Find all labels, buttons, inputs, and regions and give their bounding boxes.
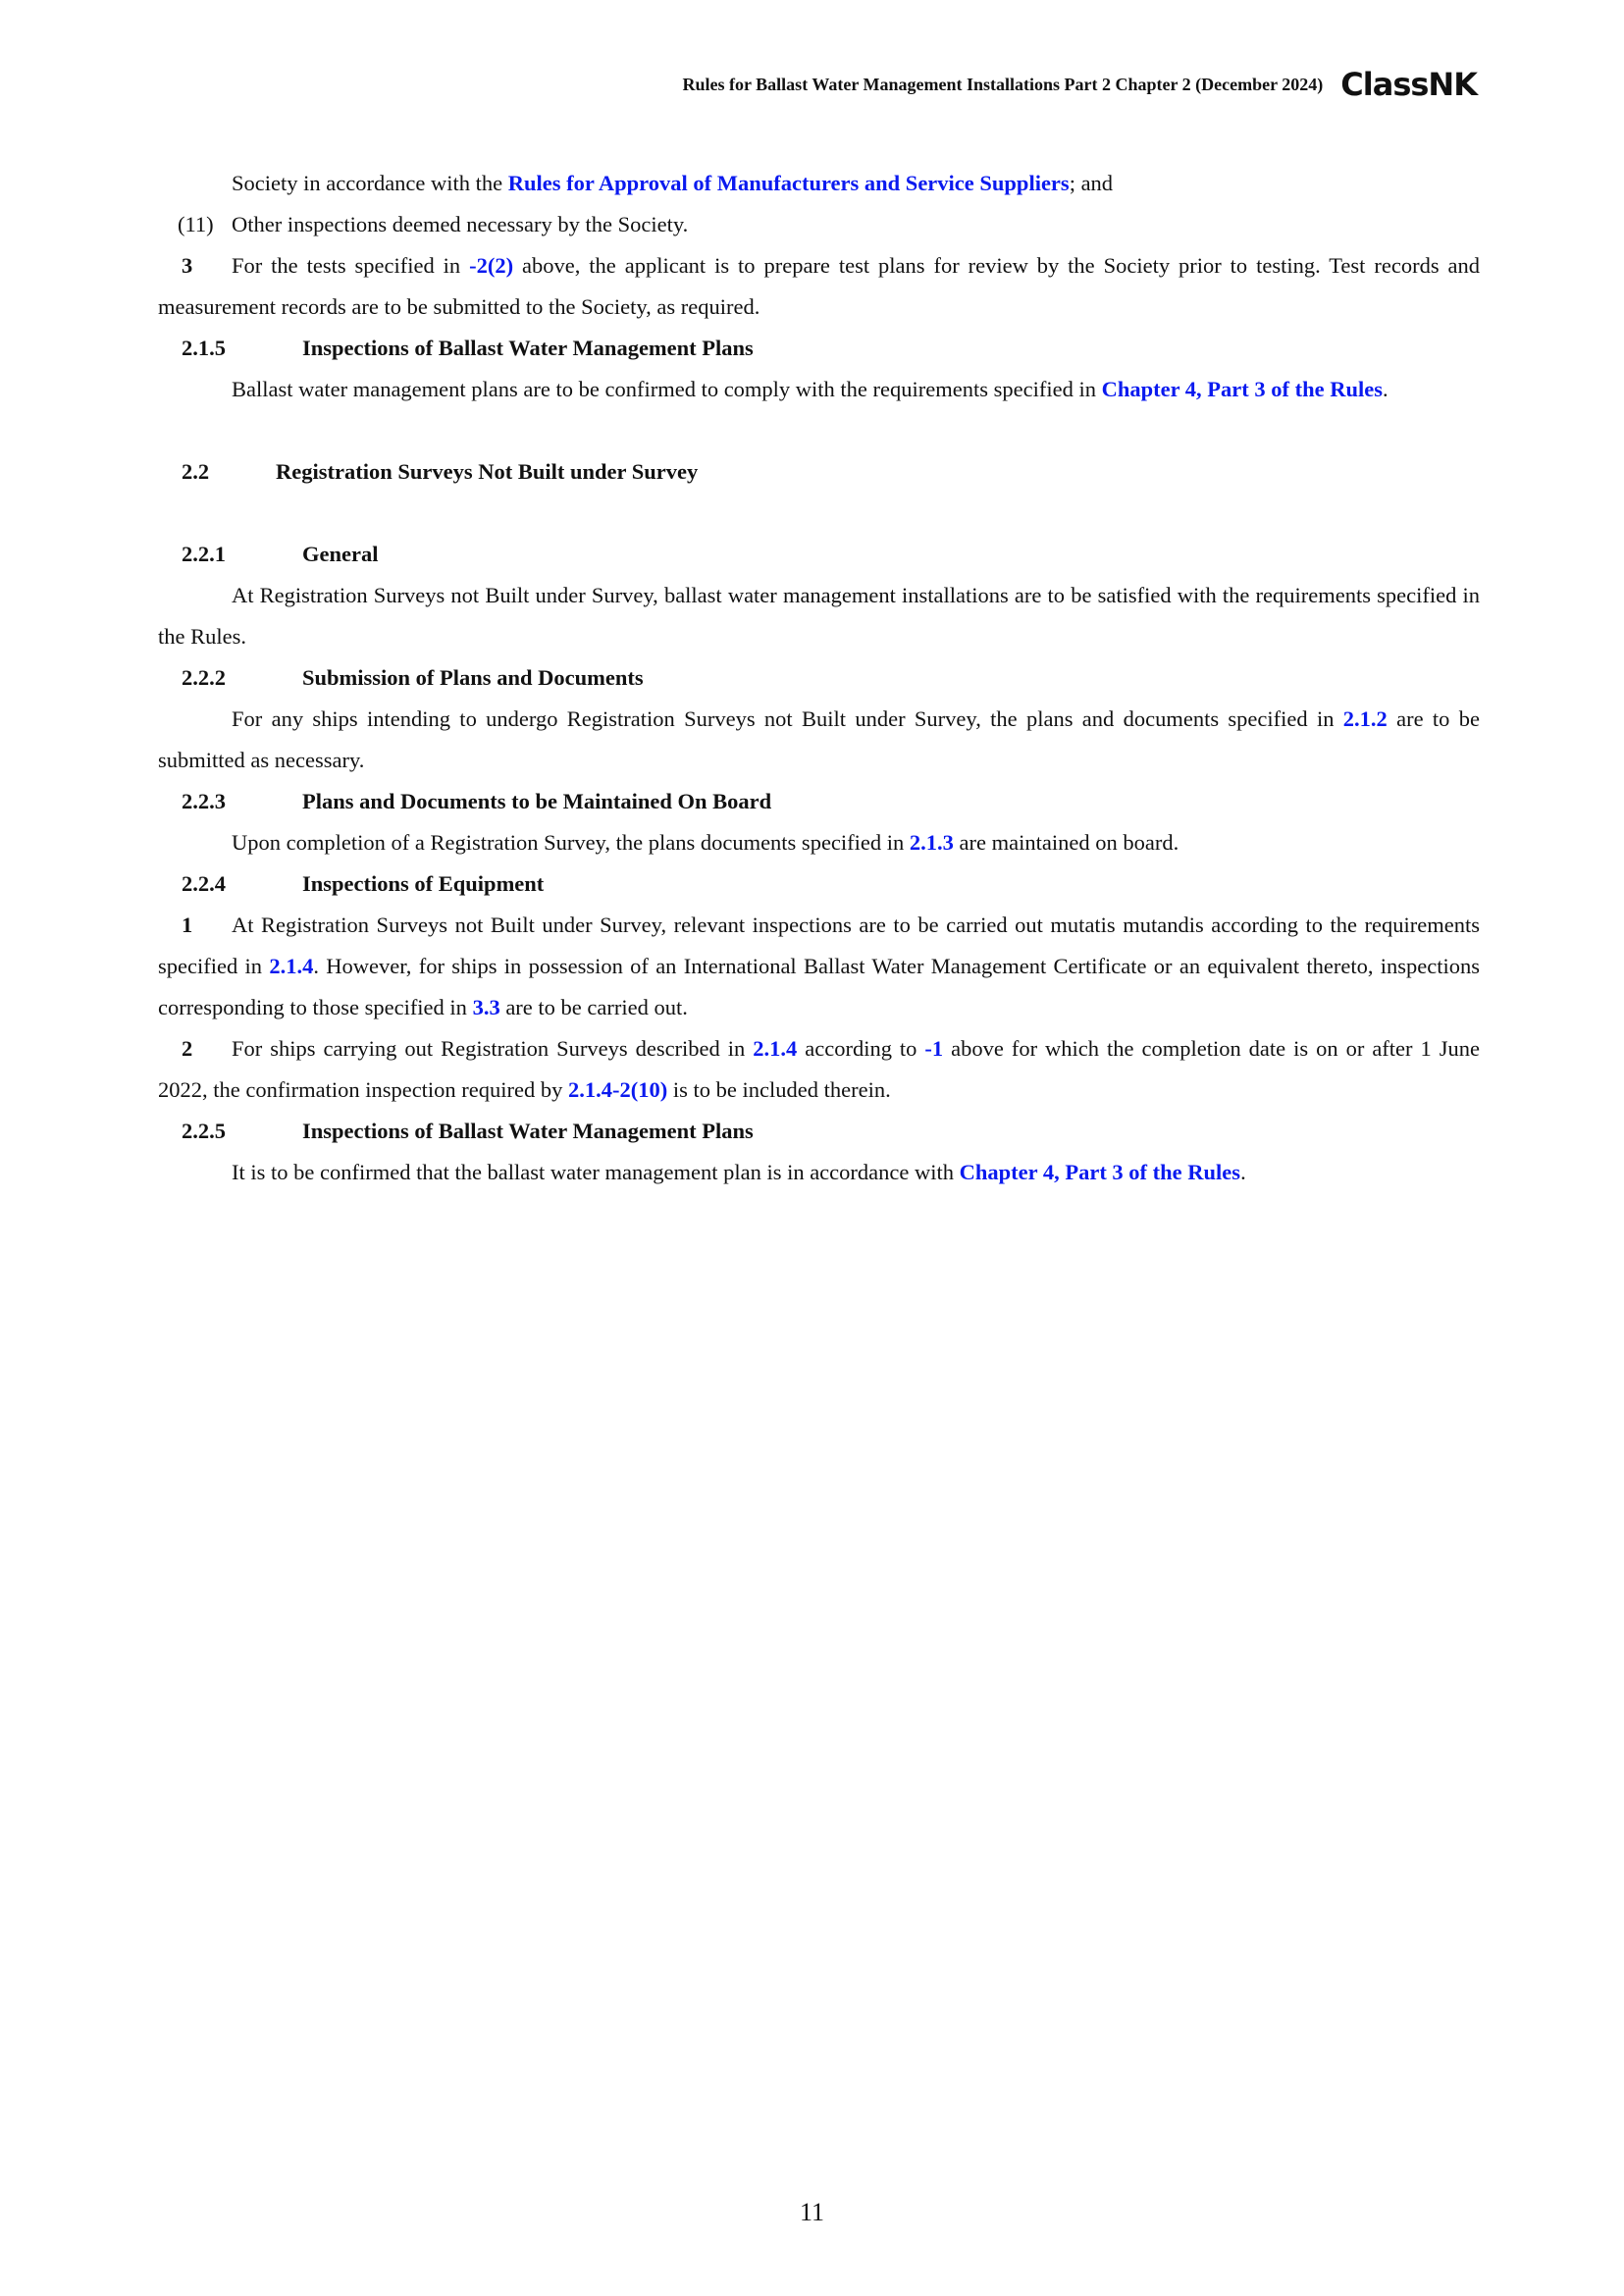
list-number: (11) [178, 212, 214, 236]
page-header [0, 66, 1477, 103]
section-heading-2-2-4: 2.2.4 Inspections of Equipment [182, 871, 545, 896]
link-2-1-4-2-10[interactable]: 2.1.4-2(10) [568, 1077, 668, 1102]
section-heading-2-1-5: 2.1.5 Inspections of Ballast Water Management Plans [182, 336, 754, 360]
paragraph-number: 2 [182, 1036, 193, 1061]
classnk-logo: ClassNK [1340, 66, 1477, 103]
link-2-1-4[interactable]: 2.1.4 [269, 954, 314, 978]
section-heading-2-2-2: 2.2.2 Submission of Plans and Documents [182, 665, 644, 690]
paragraph-2-2-2: For any ships intending to undergo Registration Surveys not Built under Survey, the plans and documents specified in 2.1.2 are to be submitted as necessary. [158, 706, 1480, 772]
paragraph-3: 3 For the tests specified in -2(2) above, the applicant is to prepare test plans for review by the Society prior to testing. Test records and measurement records are to be submitted to the Society, as required. [158, 245, 1480, 328]
link-2-1-3[interactable]: 2.1.3 [909, 830, 954, 855]
page-number: 11 [799, 2198, 825, 2226]
document-body [158, 163, 1480, 1193]
link-chapter-4-part-3[interactable]: Chapter 4, Part 3 of the Rules [959, 1160, 1241, 1184]
link-chapter-4-part-3[interactable]: Chapter 4, Part 3 of the Rules [1101, 377, 1384, 401]
paragraph-number: 3 [182, 253, 193, 278]
link-2-1-4[interactable]: 2.1.4 [753, 1036, 798, 1061]
paragraph-continuation: Society in accordance with the Rules for Approval of Manufacturers and Service Suppliers; and [232, 171, 1114, 195]
paragraph-2-2-3: Upon completion of a Registration Survey, the plans documents specified in 2.1.3 are maintained on board. [232, 830, 1179, 855]
link-2-2[interactable]: -2(2) [469, 253, 514, 278]
link-2-1-2[interactable]: 2.1.2 [1342, 706, 1388, 731]
paragraph-2-1-5: Ballast water management plans are to be confirmed to comply with the requirements specified in Chapter 4, Part 3 of the Rules. [232, 377, 1388, 401]
paragraph-2-2-4-1: 1 At Registration Surveys not Built under Survey, relevant inspections are to be carried out mutatis mutandis according to the requirements specified in 2.1.4. However, for ships in possession of an International Ballast Water Management Certificate or an equivalent thereto, inspections corresponding to those specified in 3.3 are to be carried out. [158, 905, 1480, 1028]
header-title: Rules for Ballast Water Management Installations Part 2 Chapter 2 (December 2024) [682, 74, 1324, 94]
section-heading-2-2-1: 2.2.1 General [182, 542, 379, 566]
paragraph-2-2-5: It is to be confirmed that the ballast water management plan is in accordance with Chapter 4, Part 3 of the Rules. [232, 1160, 1246, 1184]
section-heading-2-2-3: 2.2.3 Plans and Documents to be Maintained On Board [182, 789, 772, 813]
paragraph-2-2-1: At Registration Surveys not Built under Survey, ballast water management installations are to be satisfied with the requirements specified in the Rules. [158, 583, 1480, 649]
section-heading-2-2-5: 2.2.5 Inspections of Ballast Water Management Plans [182, 1119, 754, 1143]
paragraph-2-2-4-2: 2 For ships carrying out Registration Surveys described in 2.1.4 according to -1 above for which the completion date is on or after 1 June 2022, the confirmation inspection required by 2.1.4-2(10) is to be included therein. [158, 1028, 1480, 1111]
list-item-11: (11) Other inspections deemed necessary by the Society. [158, 204, 1480, 245]
link-rules-approval-manufacturers[interactable]: Rules for Approval of Manufacturers and Service Suppliers [507, 171, 1070, 195]
section-heading-2-2: 2.2 Registration Surveys Not Built under Survey [182, 459, 699, 484]
paragraph-number: 1 [182, 913, 193, 937]
link-3-3[interactable]: 3.3 [472, 995, 500, 1019]
link-minus-1[interactable]: -1 [924, 1036, 944, 1061]
